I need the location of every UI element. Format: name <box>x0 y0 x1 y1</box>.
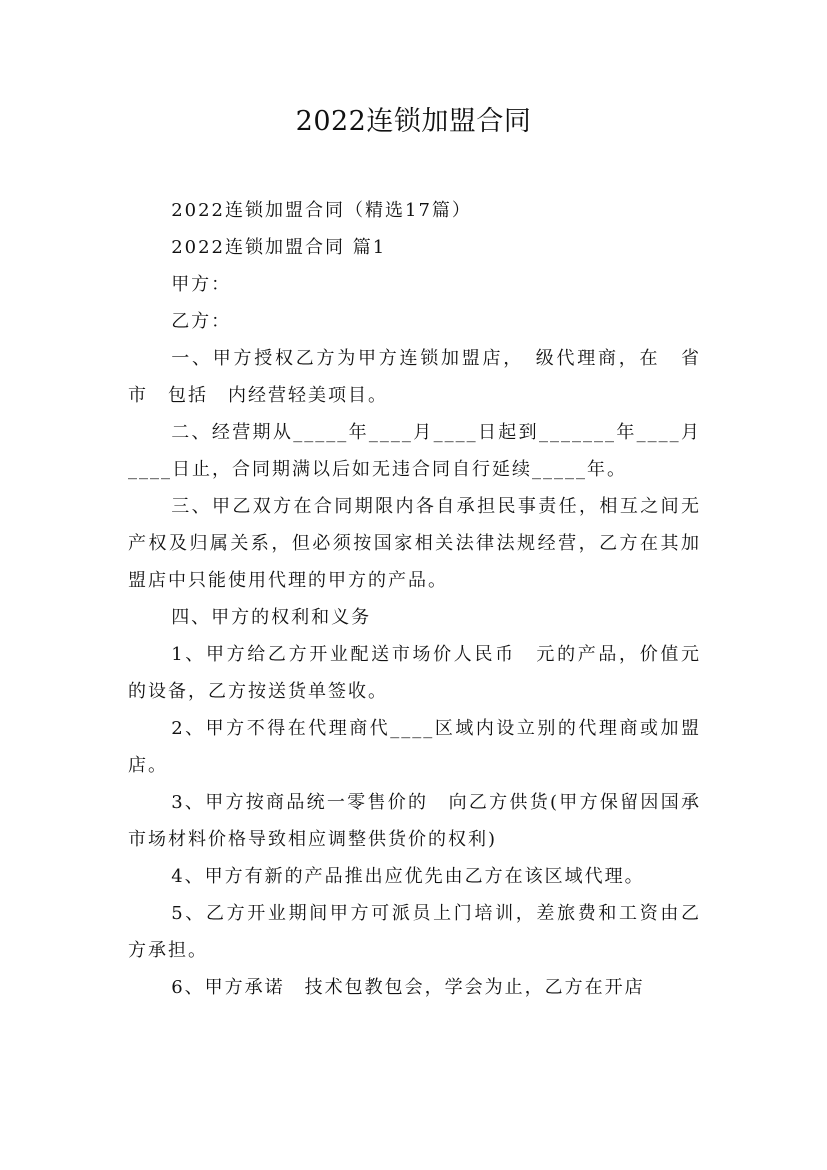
paragraph-party-b: 乙方： <box>171 311 232 332</box>
paragraph-item-6: 6、甲方承诺 技术包教包会，学会为止，乙方在开店 <box>171 977 645 998</box>
paragraph-clause-2: 二、经营期从_____年____月____日起到_______年____月____日止，合同期满以后如无违合同自行延续_____年。 <box>128 422 701 480</box>
paragraph-clause-1: 一、甲方授权乙方为甲方连锁加盟店， 级代理商，在 省 市 包括 内经营轻美项目。 <box>128 348 721 406</box>
paragraph-subtitle: 2022连锁加盟合同（精选17篇） <box>171 200 472 221</box>
paragraph-section-heading: 2022连锁加盟合同 篇1 <box>171 237 387 258</box>
paragraph-item-4: 4、甲方有新的产品推出应优先由乙方在该区域代理。 <box>171 866 645 887</box>
paragraph-clause-4-heading: 四、甲方的权利和义务 <box>171 607 372 628</box>
paragraph-party-a: 甲方： <box>171 274 232 295</box>
paragraph-item-2: 2、甲方不得在代理商代____区域内设立别的代理商或加盟店。 <box>128 718 701 776</box>
paragraph-item-5: 5、乙方开业期间甲方可派员上门培训，差旅费和工资由乙方承担。 <box>128 903 701 961</box>
document-body <box>128 192 721 1006</box>
paragraph-clause-3: 三、甲乙双方在合同期限内各自承担民事责任，相互之间无产权及归属关系，但必须按国家相关法律法规经营，乙方在其加盟店中只能使用代理的甲方的产品。 <box>128 496 701 591</box>
paragraph-item-3: 3、甲方按商品统一零售价的 向乙方供货(甲方保留因国承市场材料价格导致相应调整供货价的权利) <box>128 792 701 850</box>
document-title: 2022连锁加盟合同 <box>295 106 532 137</box>
paragraph-item-1: 1、甲方给乙方开业配送市场价人民币 元的产品，价值元的设备，乙方按送货单签收。 <box>128 644 701 702</box>
